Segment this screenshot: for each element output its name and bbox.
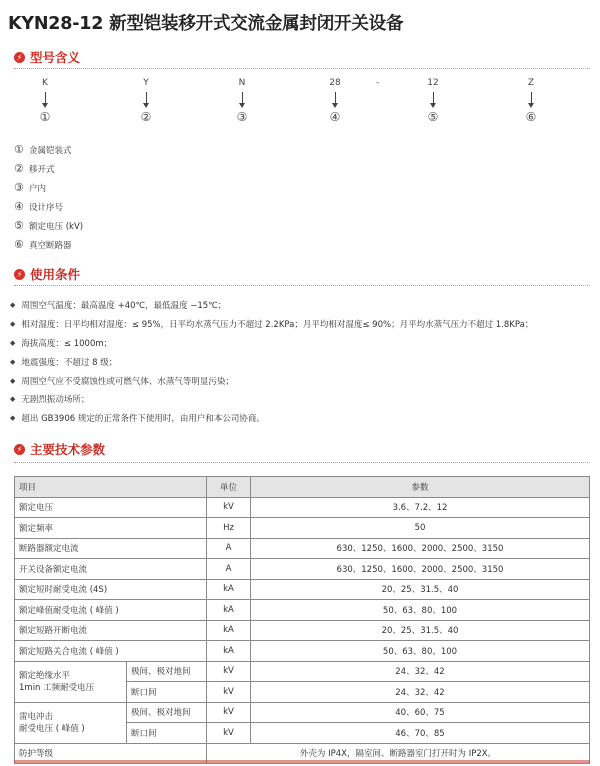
table-cell: 50 bbox=[251, 518, 590, 539]
parameters-table bbox=[14, 476, 590, 764]
section-heading-conditions bbox=[14, 265, 80, 283]
table-cell: 开关设备额定电流 bbox=[15, 559, 207, 580]
table-cell: 断路器额定电流 bbox=[15, 538, 207, 559]
item-text: 无剧烈振动场所； bbox=[21, 395, 90, 406]
table-cell: 20、25、31.5、40 bbox=[251, 579, 590, 600]
item-number: ③ bbox=[14, 181, 24, 194]
item-text: 超出 GB3906 规定的正常条件下使用时，由用户和本公司协商。 bbox=[21, 414, 265, 425]
arrow-down-icon bbox=[335, 92, 336, 105]
table-cell: 20、25、31.5、40 bbox=[251, 620, 590, 641]
cell-line: 耐受电压 ( 峰值 ) bbox=[19, 723, 85, 734]
model-code: K bbox=[42, 78, 48, 88]
diamond-bullet-icon: ◆ bbox=[10, 357, 16, 366]
table-cell: 断口间 bbox=[127, 723, 207, 744]
item-text: 周围空气应不受腐蚀性或可燃气体、水蒸气等明显污染； bbox=[21, 376, 234, 387]
model-code-number: ③ bbox=[236, 110, 248, 124]
list-item bbox=[14, 140, 83, 159]
model-code-number: ④ bbox=[329, 110, 341, 124]
item-number: ⑥ bbox=[14, 238, 24, 251]
lightning-icon: ⚡ bbox=[14, 52, 25, 63]
item-number: ① bbox=[14, 143, 24, 156]
table-cell: 断口间 bbox=[127, 682, 207, 703]
table-row bbox=[15, 538, 590, 559]
arrow-down-icon bbox=[146, 92, 147, 105]
diamond-bullet-icon: ◆ bbox=[10, 320, 16, 329]
table-cell: kV bbox=[207, 661, 251, 682]
table-cell: kV bbox=[207, 682, 251, 703]
list-item bbox=[14, 216, 83, 235]
list-item bbox=[14, 159, 83, 178]
section-title: 型号含义 bbox=[30, 50, 81, 65]
table-row bbox=[15, 579, 590, 600]
item-text: 相对湿度：日平均相对湿度：≤ 95%，日平均水蒸气压力不超过 2.2KPa；月平均相对湿度≤ 90%；月平均水蒸气压力不超过 1.8KPa； bbox=[21, 320, 534, 331]
table-cell: 额定频率 bbox=[15, 518, 207, 539]
section-divider bbox=[14, 68, 590, 69]
table-cell: kA bbox=[207, 620, 251, 641]
model-code-column bbox=[30, 78, 60, 123]
table-cell: Hz bbox=[207, 518, 251, 539]
list-item bbox=[14, 235, 83, 254]
list-item bbox=[14, 178, 83, 197]
table-cell: kV bbox=[207, 497, 251, 518]
item-text: 地震强度：不超过 8 级； bbox=[21, 357, 118, 368]
table-cell: 极间、极对地间 bbox=[127, 702, 207, 723]
table-cell: 防护等级 bbox=[15, 743, 207, 764]
list-item bbox=[10, 390, 533, 409]
table-cell: kV bbox=[207, 702, 251, 723]
table-header-row bbox=[15, 477, 590, 498]
item-text: 金属铠装式 bbox=[29, 145, 72, 156]
table-cell: 630、1250、1600、2000、2500、3150 bbox=[251, 538, 590, 559]
model-code-column bbox=[320, 78, 350, 123]
column-header: 参数 bbox=[251, 477, 590, 498]
table-cell: 24、32、42 bbox=[251, 682, 590, 703]
item-text: 周围空气温度：最高温度 +40℃，最低温度 −15℃； bbox=[21, 301, 227, 312]
table-row bbox=[15, 620, 590, 641]
cell-line: 雷电冲击 bbox=[19, 711, 54, 722]
table-row bbox=[15, 702, 590, 723]
item-number: ④ bbox=[14, 200, 24, 213]
table-cell: kA bbox=[207, 600, 251, 621]
item-number: ② bbox=[14, 162, 24, 175]
model-code: Y bbox=[143, 78, 149, 88]
table-row bbox=[15, 600, 590, 621]
arrow-down-icon bbox=[242, 92, 243, 105]
table-cell: kV bbox=[207, 723, 251, 744]
model-code: 28 bbox=[329, 78, 341, 88]
column-header: 项目 bbox=[15, 477, 207, 498]
list-item bbox=[10, 315, 533, 334]
diamond-bullet-icon: ◆ bbox=[10, 301, 16, 310]
item-text: 户内 bbox=[29, 183, 47, 194]
table-cell: kA bbox=[207, 641, 251, 662]
model-code-column bbox=[227, 78, 257, 123]
model-code-number: ② bbox=[140, 110, 152, 124]
section-heading-model bbox=[14, 48, 80, 66]
table-cell: 额定电压 bbox=[15, 497, 207, 518]
list-item bbox=[14, 197, 83, 216]
item-text: 移开式 bbox=[29, 164, 55, 175]
item-text: 额定电压 (kV) bbox=[29, 221, 84, 232]
table-cell: 50、63、80、100 bbox=[251, 641, 590, 662]
table-cell: 630、1250、1600、2000、2500、3150 bbox=[251, 559, 590, 580]
lightning-icon: ⚡ bbox=[14, 444, 25, 455]
table-cell: 额定峰值耐受电流 ( 峰值 ) bbox=[15, 600, 207, 621]
model-code-column bbox=[516, 78, 546, 123]
table-cell: A bbox=[207, 538, 251, 559]
table-cell: 40、60、75 bbox=[251, 702, 590, 723]
table-row bbox=[15, 641, 590, 662]
list-item bbox=[10, 409, 533, 428]
model-code-number: ⑥ bbox=[525, 110, 537, 124]
arrow-down-icon bbox=[45, 92, 46, 105]
table-cell bbox=[15, 661, 127, 702]
model-code: 12 bbox=[427, 78, 439, 88]
lightning-icon: ⚡ bbox=[14, 269, 25, 280]
table-cell: 额定短路关合电流 ( 峰值 ) bbox=[15, 641, 207, 662]
list-item bbox=[10, 296, 533, 315]
section-heading-params bbox=[14, 440, 105, 458]
item-text: 海拔高度：≤ 1000m； bbox=[21, 338, 113, 349]
table-cell: 46、70、85 bbox=[251, 723, 590, 744]
page-title: KYN28-12 新型铠装移开式交流金属封闭开关设备 bbox=[8, 14, 404, 34]
conditions-list bbox=[10, 296, 533, 428]
model-code-column bbox=[418, 78, 448, 123]
list-item bbox=[10, 352, 533, 371]
model-code-number: ① bbox=[39, 110, 51, 124]
diamond-bullet-icon: ◆ bbox=[10, 338, 16, 347]
model-code: Z bbox=[527, 78, 535, 88]
bottom-accent-bar bbox=[14, 760, 590, 763]
list-item bbox=[10, 334, 533, 353]
table-cell: 极间、极对地间 bbox=[127, 661, 207, 682]
model-separator: - bbox=[376, 78, 380, 88]
column-header: 单位 bbox=[207, 477, 251, 498]
table-cell bbox=[15, 702, 127, 743]
arrow-down-icon bbox=[531, 92, 532, 105]
table-cell: A bbox=[207, 559, 251, 580]
section-divider bbox=[14, 285, 590, 286]
table-cell: 50、63、80、100 bbox=[251, 600, 590, 621]
table-cell: 额定短时耐受电流 (4S) bbox=[15, 579, 207, 600]
model-code: N bbox=[238, 78, 246, 88]
model-code-column bbox=[131, 78, 161, 123]
list-item bbox=[10, 371, 533, 390]
cell-line: 额定绝缘水平 bbox=[19, 670, 71, 681]
diamond-bullet-icon: ◆ bbox=[10, 395, 16, 404]
item-text: 真空断路器 bbox=[29, 240, 72, 251]
section-title: 使用条件 bbox=[30, 267, 81, 282]
diamond-bullet-icon: ◆ bbox=[10, 414, 16, 423]
section-divider bbox=[14, 462, 590, 463]
model-meaning-list bbox=[14, 140, 83, 254]
section-title: 主要技术参数 bbox=[30, 442, 106, 457]
item-text: 设计序号 bbox=[29, 202, 64, 213]
table-cell: kA bbox=[207, 579, 251, 600]
model-code-number: ⑤ bbox=[427, 110, 439, 124]
arrow-down-icon bbox=[433, 92, 434, 105]
table-row bbox=[15, 661, 590, 682]
table-cell: 外壳为 IP4X，隔室间、断路器室门打开时为 IP2X。 bbox=[207, 743, 590, 764]
cell-line: 1min 工频耐受电压 bbox=[19, 682, 95, 693]
table-row bbox=[15, 559, 590, 580]
diamond-bullet-icon: ◆ bbox=[10, 376, 16, 385]
table-row bbox=[15, 497, 590, 518]
table-cell: 3.6、7.2、12 bbox=[251, 497, 590, 518]
table-cell: 额定短路开断电流 bbox=[15, 620, 207, 641]
table-cell: 24、32、42 bbox=[251, 661, 590, 682]
table-row bbox=[15, 518, 590, 539]
item-number: ⑤ bbox=[14, 219, 24, 232]
